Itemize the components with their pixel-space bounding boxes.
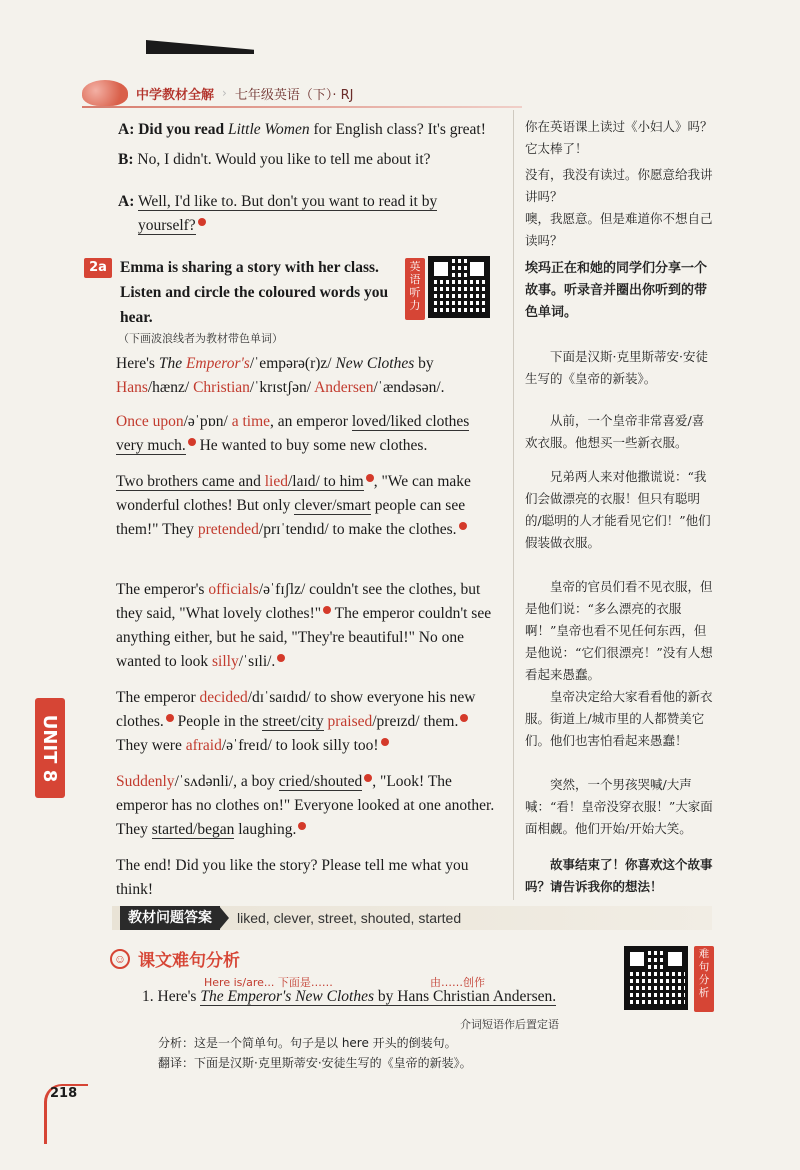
dialogue-translation xyxy=(525,116,715,252)
coloured-word: Andersen xyxy=(314,379,374,396)
unit-tab-label: UNIT 8 xyxy=(39,714,61,782)
coloured-word: decided xyxy=(199,689,248,706)
note-dot-icon xyxy=(381,738,389,746)
dialogue-text: for English class? It's great! xyxy=(309,121,486,138)
translation-line: 噢，我愿意。但是难道你不想自己读吗？ xyxy=(525,211,713,248)
header-separator: › xyxy=(222,86,227,100)
dialogue-line xyxy=(118,118,498,142)
phonetic: /ˈsʌdənli/, a boy xyxy=(174,773,279,790)
header-book-title: 中学教材全解 xyxy=(136,87,215,103)
sentence-text: 1. Here's xyxy=(142,988,201,1005)
task-translation: 埃玛正在和她的同学们分享一个故事。听录音并圈出你听到的带色单词。 xyxy=(525,261,708,320)
arrow-icon xyxy=(219,906,229,930)
answers-bar xyxy=(112,906,712,930)
phonetic: /ˈsɪli/. xyxy=(238,653,276,670)
story-paragraph-5 xyxy=(116,686,496,758)
story-text: New Clothes xyxy=(335,355,415,372)
book-title: Little Women xyxy=(227,121,310,138)
page-number: 218 xyxy=(50,1086,78,1101)
story-text: , "Look! The emperor has no clothes on!" Everyone looked at one another. They xyxy=(116,773,495,838)
dialogue xyxy=(118,118,498,242)
column-divider xyxy=(513,110,514,900)
book-logo-icon xyxy=(82,80,128,106)
task-instruction: Emma is sharing a story with her class. Listen and circle the coloured words you hear. xyxy=(120,259,389,326)
underlined-word: loved/liked xyxy=(351,413,422,430)
story-text: People in the xyxy=(173,713,263,730)
note-dot-icon xyxy=(188,438,196,446)
story-text: The xyxy=(158,355,186,372)
sentence-title: The Emperor's New Clothes xyxy=(200,988,374,1005)
translation-7: 故事结束了！你喜欢这个故事吗？请告诉我你的想法！ xyxy=(525,857,713,894)
phonetic: /laɪd/ to him xyxy=(287,473,364,490)
story-text: laughing. xyxy=(234,821,297,838)
top-decor-bar xyxy=(146,40,254,54)
underlined-word: cried/shouted xyxy=(278,773,363,790)
coloured-word: lied xyxy=(264,473,288,490)
note-dot-icon xyxy=(277,654,285,662)
coloured-word: a time xyxy=(231,413,271,430)
dialogue-text: No, I didn't. Would you like to tell me about it? xyxy=(137,151,431,168)
annotation-here-is: Here is/are... 下面是…… xyxy=(204,976,333,989)
phonetic: /prɪˈtendɪd/ to make the clothes. xyxy=(258,521,457,538)
coloured-word: Suddenly xyxy=(116,773,175,790)
note-dot-icon xyxy=(460,714,468,722)
page-header xyxy=(82,78,522,108)
analysis-text: 分析：这是一个简单句。句子是以 here 开头的倒装句。 xyxy=(158,1036,457,1050)
task-note: （下画波浪线者为教材带色单词） xyxy=(118,332,283,345)
story-text: by xyxy=(414,355,434,372)
phonetic: /əˈfreɪd/ to look silly too! xyxy=(221,737,379,754)
smiley-icon: ☺ xyxy=(110,949,130,969)
story-text: They were xyxy=(116,737,186,754)
story-paragraph-1 xyxy=(116,352,496,400)
header-grade: 七年级英语（下）· RJ xyxy=(234,87,354,103)
story-text: Two brothers came and xyxy=(116,473,265,490)
speaker-label: A: xyxy=(118,193,135,210)
phonetic: /ˈkrɪstʃən/ xyxy=(249,379,315,396)
analysis-title: 课文难句分析 xyxy=(138,951,240,971)
story-text: people can see them!" They xyxy=(116,497,466,538)
unit-tab[interactable] xyxy=(35,698,65,798)
translation-2: 从前，一个皇帝非常喜爱/喜欢衣服。他想买一些新衣服。 xyxy=(525,413,705,450)
listening-qr-code[interactable] xyxy=(428,256,490,318)
note-dot-icon xyxy=(166,714,174,722)
story-paragraph-2 xyxy=(116,410,496,458)
dialogue-line xyxy=(118,190,498,238)
story-text: clothes very much. xyxy=(116,413,470,454)
story-paragraph-6 xyxy=(116,770,496,842)
note-dot-icon xyxy=(298,822,306,830)
translation-6: 突然，一个男孩哭喊/大声喊：“看！皇帝没穿衣服！”大家面面相觑。他们开始/开始大笑。 xyxy=(525,777,713,836)
story-text: /əˈfɪʃlz/ couldn't see the clothes, but they said, "What lovely clothes!" xyxy=(116,581,481,622)
story-paragraph-3 xyxy=(116,470,496,542)
phonetic: /əˈpɒn/ xyxy=(183,413,232,430)
annotation-postmodifier: 介词短语作后置定语 xyxy=(460,1018,559,1031)
story-text: He wanted to buy some new clothes. xyxy=(195,437,428,454)
dialogue-text: Did you read xyxy=(138,121,228,138)
translation-3: 兄弟两人来对他撒谎说：“我们会做漂亮的衣服！但只有聪明的/聪明的人才能看见它们！”他们假装做衣服。 xyxy=(525,469,711,550)
translation-4: 皇帝的官员们看不见衣服，但是他们说：“多么漂亮的衣服啊！”皇帝也看不见任何东西，但是他说：“它们很漂亮！”没有人想看起来愚蠢。 xyxy=(525,579,713,682)
story-text: , "We can make wonderful clothes! But only xyxy=(116,473,471,514)
story-text: The emperor couldn't see anything either, but he said, "They're beautiful!" No one wanted to look xyxy=(116,605,492,670)
translation-text: 翻译：下面是汉斯·克里斯蒂安·安徒生写的《皇帝的新装》。 xyxy=(158,1056,472,1070)
listening-badge: 英语听力 xyxy=(405,258,425,320)
coloured-word: silly xyxy=(212,653,239,670)
coloured-word: officials xyxy=(208,581,259,598)
underlined-word: clever/smart xyxy=(294,497,371,514)
analysis-header xyxy=(110,946,240,971)
note-dot-icon xyxy=(459,522,467,530)
underlined-word: street/city xyxy=(262,713,324,730)
translation-line: 没有，我没有读过。你愿意给我讲讲吗？ xyxy=(525,167,713,204)
analysis-qr-code[interactable] xyxy=(624,946,688,1010)
coloured-word: Emperor's xyxy=(185,355,250,372)
story-text: The emperor xyxy=(116,689,200,706)
coloured-word: praised xyxy=(327,713,373,730)
story-text: /dɪˈsaɪdɪd/ to show everyone his new clothes. xyxy=(116,689,476,730)
story-text: Here's xyxy=(116,355,159,372)
note-dot-icon xyxy=(366,474,374,482)
story-text: The emperor's xyxy=(116,581,209,598)
speaker-label: B: xyxy=(118,151,134,168)
phonetic: /hænz/ xyxy=(147,379,194,396)
header-rule xyxy=(82,106,522,108)
analysis-sentence xyxy=(142,988,556,1006)
phonetic: /ˈempərə(r)z/ xyxy=(249,355,336,372)
note-dot-icon xyxy=(323,606,331,614)
answers-label: 教材问题答案 xyxy=(120,906,220,930)
phonetic: /preɪzd/ them. xyxy=(372,713,459,730)
answers-text: liked, clever, street, shouted, started xyxy=(237,910,462,926)
dialogue-line xyxy=(118,148,498,172)
coloured-word: Hans xyxy=(116,379,148,396)
phonetic: /ˈændəsən/. xyxy=(373,379,445,396)
annotation-by: 由……创作 xyxy=(430,976,485,989)
analysis-badge: 难句分析 xyxy=(694,946,714,1012)
coloured-word: pretended xyxy=(197,521,259,538)
story-text: , an emperor xyxy=(270,413,352,430)
underlined-word: started/began xyxy=(151,821,235,838)
note-dot-icon xyxy=(198,218,206,226)
coloured-word: afraid xyxy=(185,737,222,754)
coloured-word: Once upon xyxy=(116,413,184,430)
sentence-text: by Hans Christian Andersen. xyxy=(374,988,557,1005)
task-number: 2a xyxy=(84,258,112,278)
translation-1: 下面是汉斯·克里斯蒂安·安徒生写的《皇帝的新装》。 xyxy=(525,349,708,386)
translation-line: 你在英语课上读过《小妇人》吗？它太棒了！ xyxy=(525,119,713,156)
coloured-word: Christian xyxy=(193,379,250,396)
speaker-label: A: xyxy=(118,121,135,138)
dialogue-text: Well, I'd like to. But don't you want to read it by yourself? xyxy=(137,193,438,234)
translation-5: 皇帝决定给大家看看他的新衣服。街道上/城市里的人都赞美它们。他们也害怕看起来愚蠢！ xyxy=(525,689,713,748)
story-paragraph-4 xyxy=(116,578,496,674)
story-paragraph-7: The end! Did you like the story? Please tell me what you think! xyxy=(116,857,469,898)
